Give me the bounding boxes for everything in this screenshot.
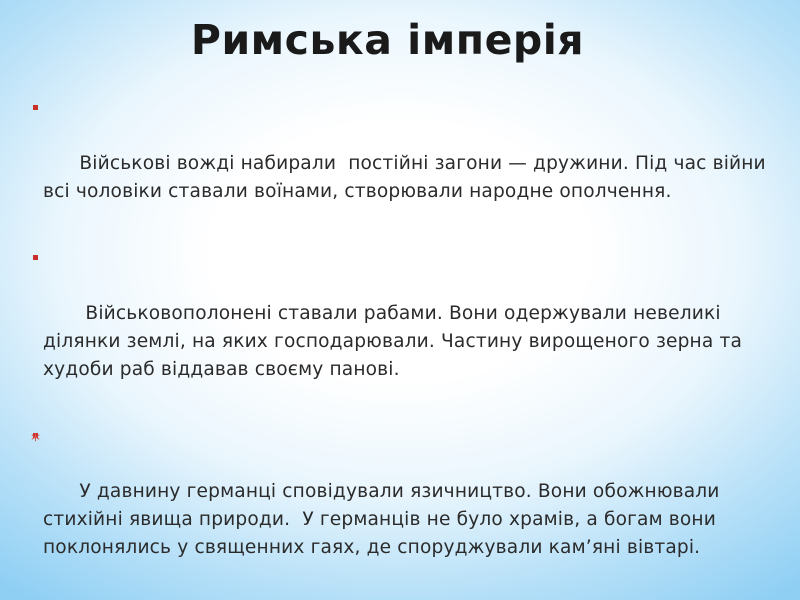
bullet-item [33, 422, 773, 590]
bullet-item [33, 94, 773, 234]
slide-content [33, 94, 773, 600]
bullet-item [33, 244, 773, 412]
slide-title: Римська імперія [190, 16, 585, 64]
bullet-text: Військові вожді набирали постійні загони — дружини. Під час війни всі чоловіки ставали воїнами, створювали народне ополчення. [43, 153, 772, 202]
bullet-square-icon [33, 255, 38, 260]
empty-bullet-icon: * [31, 430, 40, 451]
bullet-square-icon [33, 105, 38, 110]
bullet-text: У давнину германці сповідували язичництво. Вони обожнювали стихійні явища природи. У германців не було храмів, а богам вони поклонялись у священних гаях, де споруджували кам’яні вівтарі. [43, 481, 726, 558]
bullet-text: Військовополонені ставали рабами. Вони одержували невеликі ділянки землі, на яких господарювали. Частину вирощеного зерна та худоби раб віддавав своєму панові. [43, 303, 749, 380]
